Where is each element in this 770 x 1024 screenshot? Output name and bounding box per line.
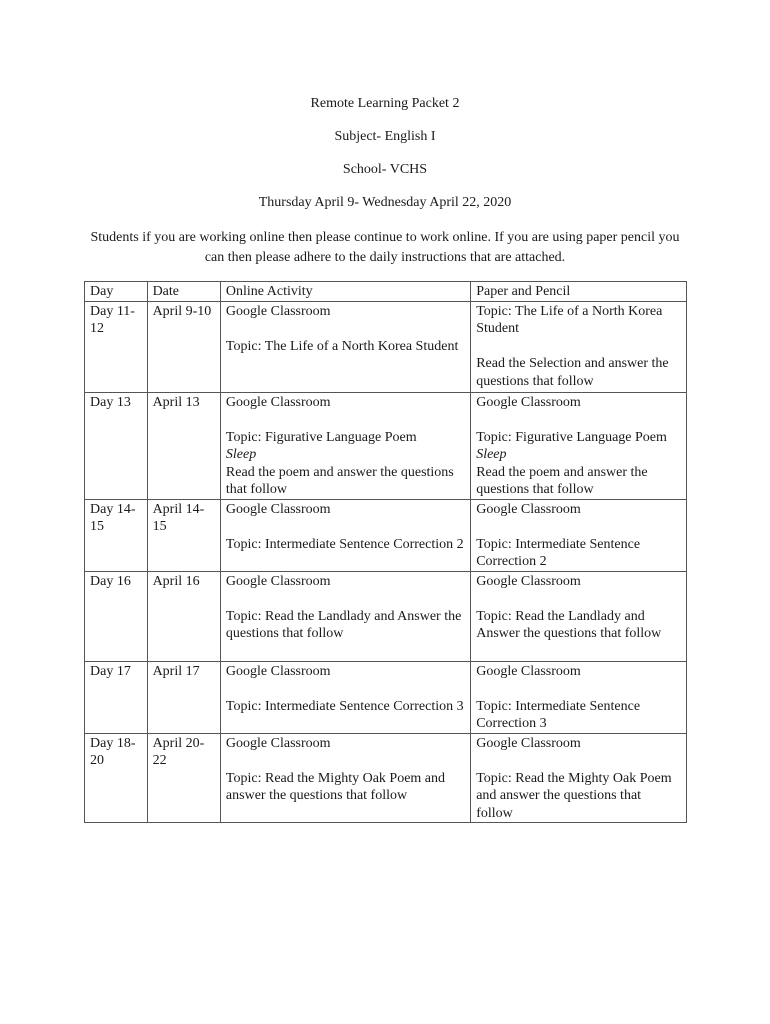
day-cell: Day 11-12 bbox=[85, 301, 148, 392]
date-cell: April 17 bbox=[147, 661, 220, 733]
paper-task: Read the Selection and answer the questions that follow bbox=[476, 356, 669, 389]
paper-platform: Google Classroom bbox=[476, 573, 581, 589]
online-platform: Google Classroom bbox=[225, 663, 331, 679]
schedule-table bbox=[84, 281, 687, 823]
table-row bbox=[85, 301, 687, 392]
date-cell: April 9-10 bbox=[147, 301, 220, 392]
paper-topic: Topic: Figurative Language Poem bbox=[476, 429, 667, 445]
online-cell bbox=[220, 733, 470, 823]
online-task: Read the poem and answer the questions that follow bbox=[225, 464, 454, 497]
school-line: School- VCHS bbox=[342, 162, 428, 177]
day-cell: Day 18-20 bbox=[85, 733, 148, 823]
online-poem-title: Sleep bbox=[225, 447, 257, 462]
paper-poem-title: Sleep bbox=[476, 447, 507, 462]
online-topic: Topic: Figurative Language Poem bbox=[225, 429, 417, 445]
paper-cell bbox=[471, 392, 687, 499]
paper-platform: Google Classroom bbox=[476, 394, 581, 410]
paper-platform: Google Classroom bbox=[476, 501, 581, 517]
online-topic: Topic: The Life of a North Korea Student bbox=[225, 338, 459, 354]
day-cell: Day 13 bbox=[85, 392, 148, 499]
online-cell bbox=[220, 571, 470, 661]
paper-topic: Topic: Read the Landlady and Answer the questions that follow bbox=[476, 608, 662, 641]
paper-cell bbox=[471, 571, 687, 661]
online-cell bbox=[220, 301, 470, 392]
online-platform: Google Classroom bbox=[225, 394, 331, 410]
online-cell bbox=[220, 661, 470, 733]
paper-cell bbox=[471, 661, 687, 733]
paper-task: Read the poem and answer the questions that follow bbox=[476, 464, 648, 497]
day-cell: Day 16 bbox=[85, 571, 148, 661]
online-cell bbox=[220, 499, 470, 571]
online-platform: Google Classroom bbox=[225, 303, 331, 319]
table-row bbox=[85, 733, 687, 823]
day-cell: Day 14-15 bbox=[85, 499, 148, 571]
paper-topic: Topic: Intermediate Sentence Correction 3 bbox=[476, 698, 641, 731]
online-platform: Google Classroom bbox=[225, 573, 331, 589]
online-platform: Google Classroom bbox=[225, 501, 331, 517]
date-range-line: Thursday April 9- Wednesday April 22, 2020 bbox=[258, 195, 512, 210]
date-cell: April 16 bbox=[147, 571, 220, 661]
document-title: Remote Learning Packet 2 bbox=[310, 96, 460, 111]
column-header-online: Online Activity bbox=[220, 282, 470, 302]
paper-topic: Topic: Read the Mighty Oak Poem and answer the questions that follow bbox=[476, 770, 672, 821]
online-topic: Topic: Intermediate Sentence Correction 2 bbox=[225, 536, 464, 552]
subject-line: Subject- English I bbox=[334, 129, 436, 144]
online-cell bbox=[220, 392, 470, 499]
table-row bbox=[85, 499, 687, 571]
column-header-paper: Paper and Pencil bbox=[471, 282, 687, 302]
date-cell: April 20-22 bbox=[147, 733, 220, 823]
table-row bbox=[85, 571, 687, 661]
online-topic: Topic: Read the Mighty Oak Poem and answer the questions that follow bbox=[225, 770, 446, 803]
day-cell: Day 17 bbox=[85, 661, 148, 733]
online-topic: Topic: Intermediate Sentence Correction 3 bbox=[225, 698, 464, 714]
paper-topic: Topic: The Life of a North Korea Student bbox=[476, 303, 663, 336]
paper-platform: Google Classroom bbox=[476, 735, 581, 751]
online-topic: Topic: Read the Landlady and Answer the questions that follow bbox=[225, 608, 462, 641]
intro-paragraph: Students if you are working online then please continue to work online. If you are using paper pencil you can then please adhere to the daily instructions that are attached. bbox=[90, 230, 680, 265]
column-header-day: Day bbox=[85, 282, 148, 302]
table-row bbox=[85, 392, 687, 499]
column-header-date: Date bbox=[147, 282, 220, 302]
table-row bbox=[85, 661, 687, 733]
date-cell: April 14-15 bbox=[147, 499, 220, 571]
date-cell: April 13 bbox=[147, 392, 220, 499]
paper-cell bbox=[471, 301, 687, 392]
online-platform: Google Classroom bbox=[225, 735, 331, 751]
paper-platform: Google Classroom bbox=[476, 663, 581, 679]
paper-cell bbox=[471, 733, 687, 823]
table-header-row bbox=[85, 282, 687, 302]
paper-cell bbox=[471, 499, 687, 571]
paper-topic: Topic: Intermediate Sentence Correction 2 bbox=[476, 536, 641, 569]
